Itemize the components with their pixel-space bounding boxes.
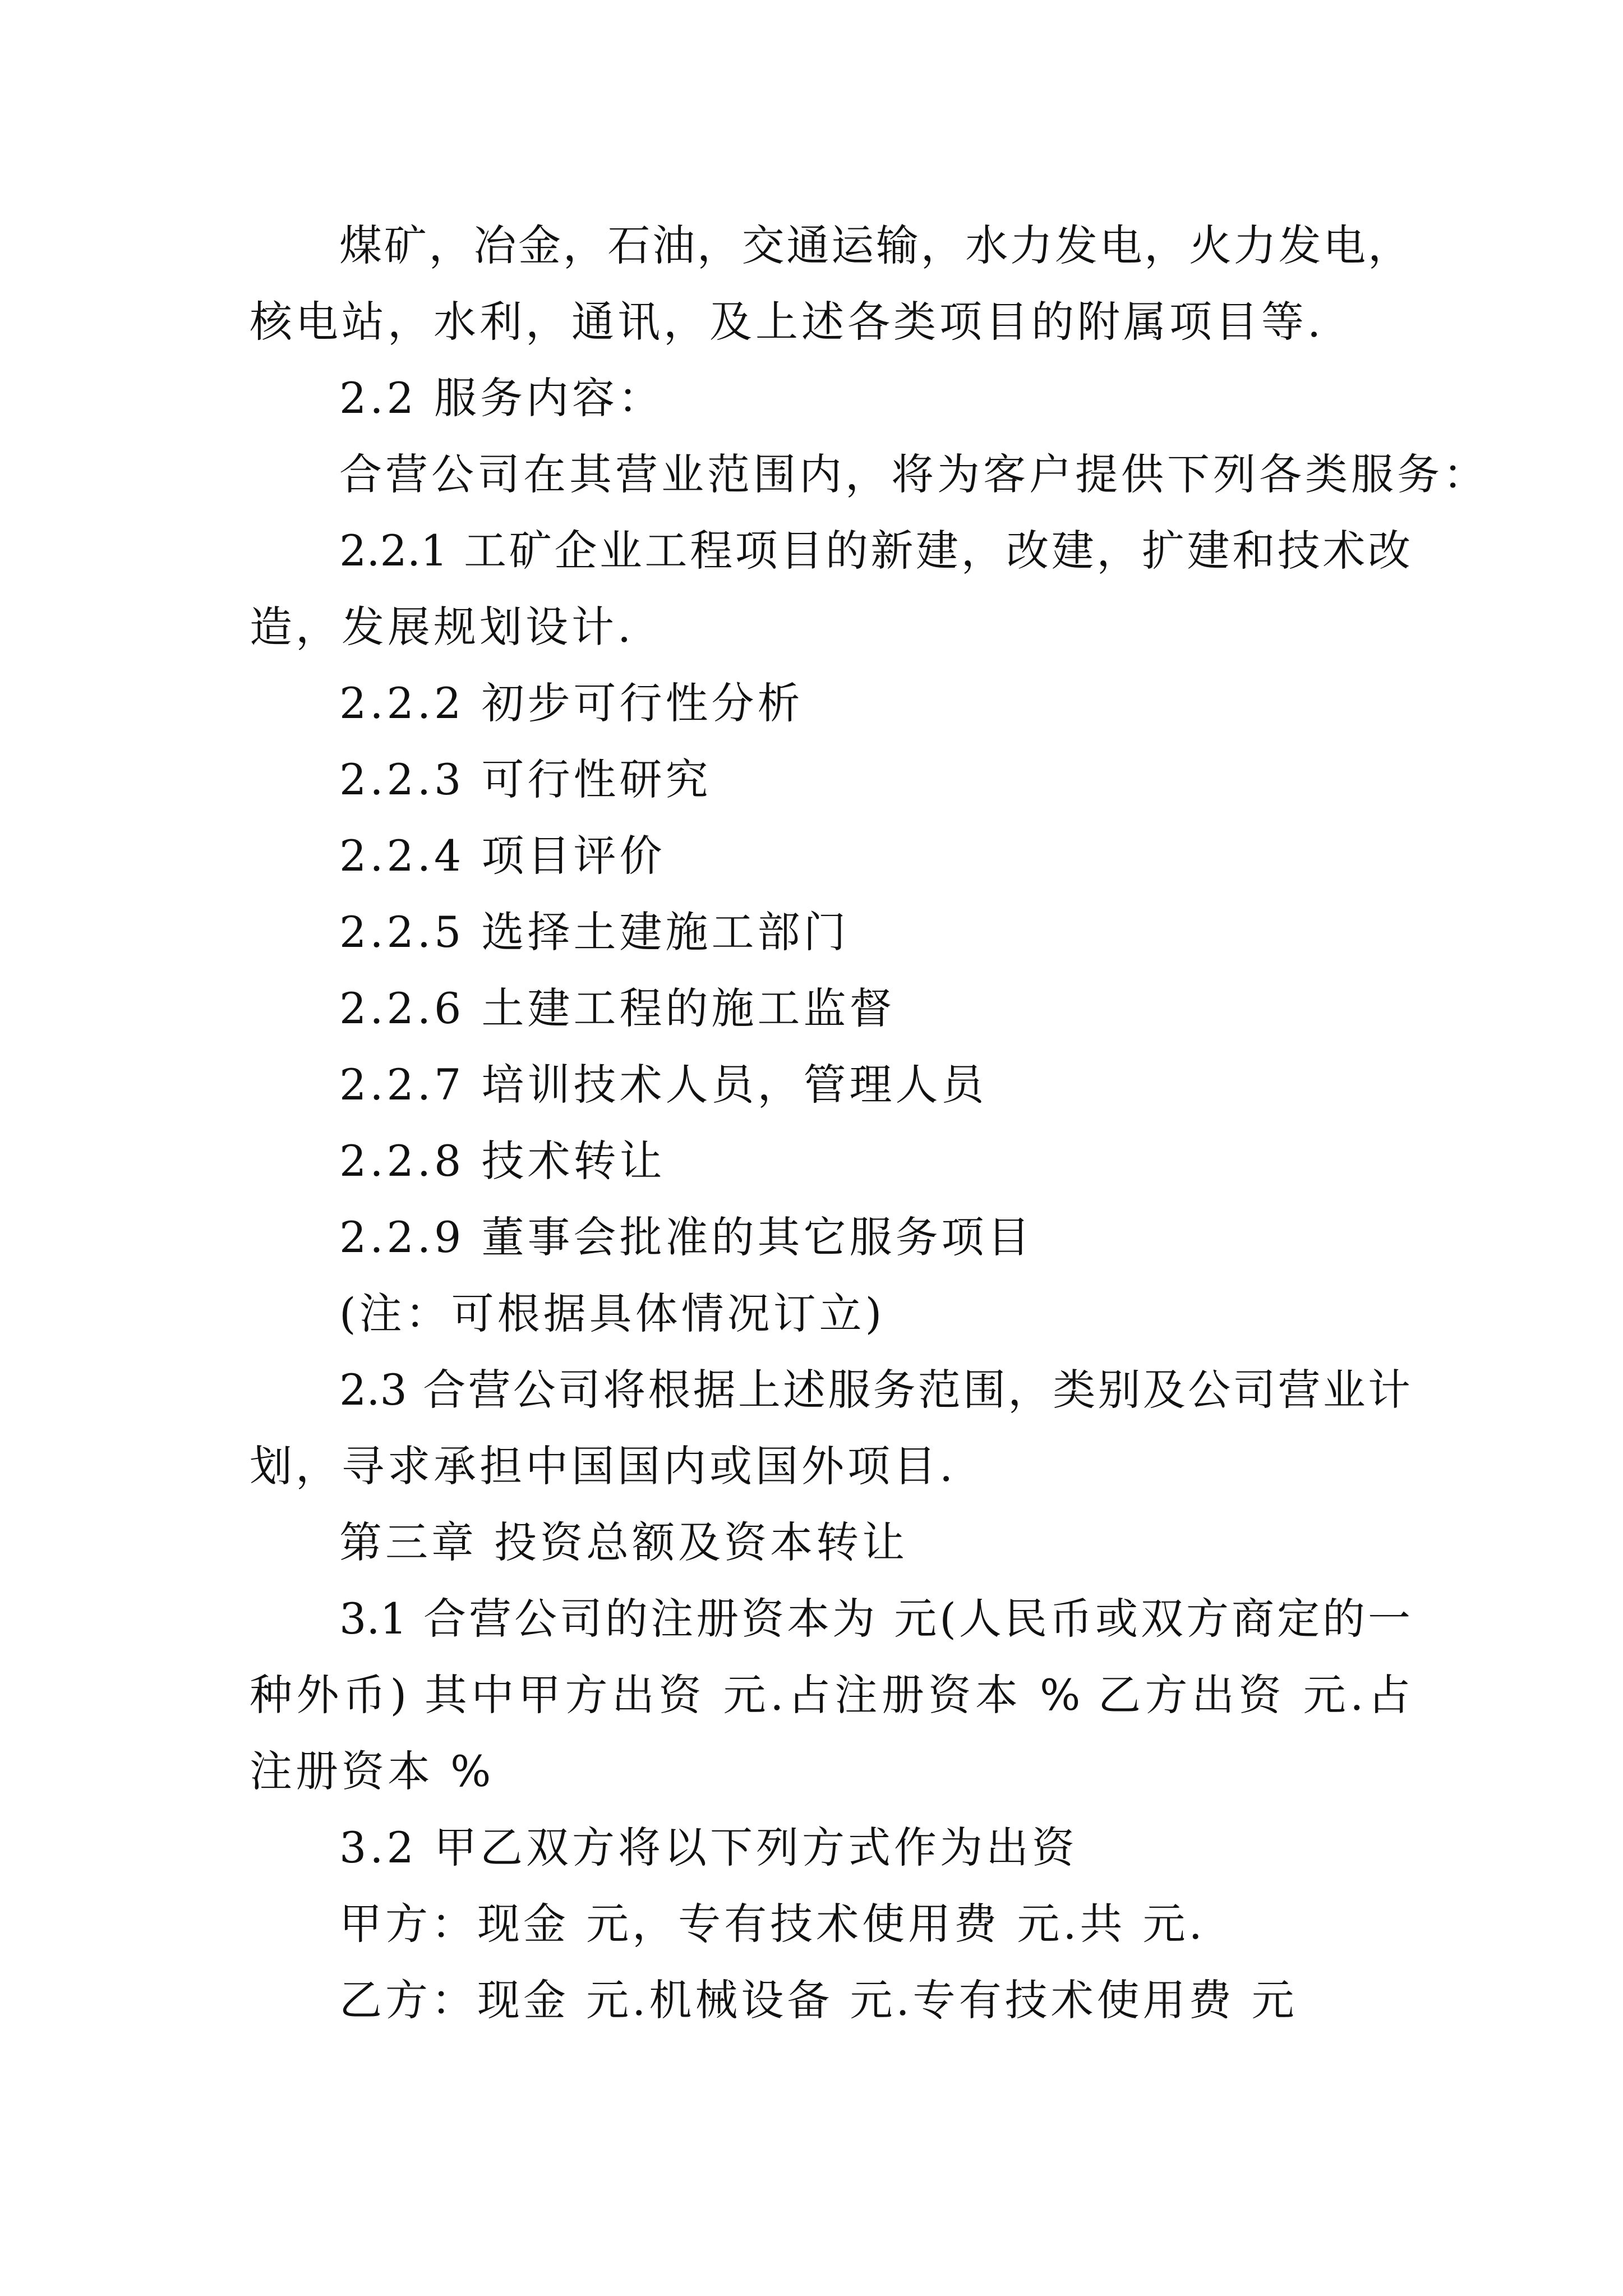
text-line: 2.2.5 选择土建施工部门 bbox=[339, 907, 850, 957]
text-line: 2.2.8 技术转让 bbox=[339, 1136, 666, 1186]
text-line: 2.2.7 培训技术人员，管理人员 bbox=[339, 1060, 988, 1110]
text-line: 2.2.9 董事会批准的其它服务项目 bbox=[339, 1212, 1034, 1262]
text-line: 2.2 服务内容： bbox=[339, 373, 665, 423]
text-line: 种外币) 其中甲方出资 元.占注册资本 % 乙方出资 元.占 bbox=[250, 1670, 1410, 1720]
text-line: 2.2.2 初步可行性分析 bbox=[339, 678, 804, 728]
text-line: (注：可根据具体情况订立) bbox=[339, 1289, 886, 1338]
text-line: 合营公司在其营业范围内，将为客户提供下列各类服务： bbox=[339, 449, 1489, 499]
text-line: 2.2.6 土建工程的施工监督 bbox=[339, 983, 896, 1033]
text-line: 2.2.3 可行性研究 bbox=[339, 754, 712, 804]
document-body bbox=[250, 208, 1489, 2039]
text-line: 2.3 合营公司将根据上述服务范围，类别及公司营业计 bbox=[339, 1365, 1410, 1415]
text-line: 甲方：现金 元，专有技术使用费 元.共 元. bbox=[339, 1899, 1206, 1949]
text-line: 3.2 甲乙双方将以下列方式作为出资 bbox=[339, 1823, 1078, 1872]
text-line: 注册资本 % bbox=[250, 1746, 495, 1796]
text-line: 3.1 合营公司的注册资本为 元(人民币或双方商定的一 bbox=[339, 1594, 1410, 1644]
text-line: 划，寻求承担中国国内或国外项目. bbox=[250, 1441, 957, 1491]
text-line: 造，发展规划设计. bbox=[250, 602, 635, 652]
text-line: 核电站，水利，通讯，及上述各类项目的附属项目等. bbox=[250, 297, 1325, 347]
text-line: 煤矿，冶金，石油，交通运输，水力发电，火力发电， bbox=[339, 220, 1410, 270]
chapter-heading: 第三章 投资总额及资本转让 bbox=[339, 1517, 909, 1567]
text-line: 乙方：现金 元.机械设备 元.专有技术使用费 元 bbox=[339, 1975, 1298, 2025]
text-line: 2.2.1 工矿企业工程项目的新建，改建，扩建和技术改 bbox=[339, 526, 1410, 576]
text-line: 2.2.4 项目评价 bbox=[339, 831, 666, 881]
